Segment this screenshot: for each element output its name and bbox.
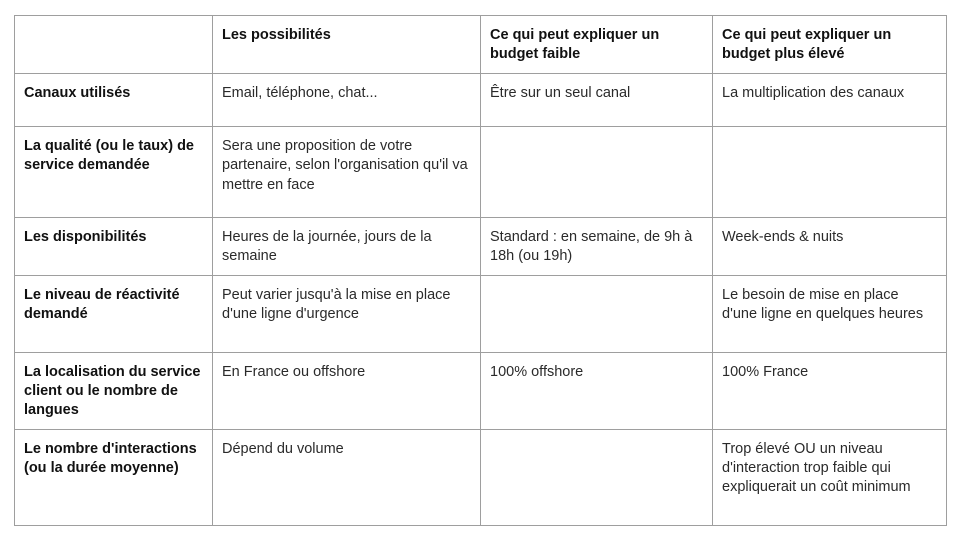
header-row <box>15 16 947 74</box>
header-cell-low-budget: Ce qui peut expliquer un budget faible <box>481 16 713 74</box>
cell-high-budget: Trop élevé OU un niveau d'interaction trop faible qui expliquerait un coût minimum <box>713 429 947 525</box>
cell-low-budget <box>481 127 713 218</box>
cell-low-budget <box>481 275 713 352</box>
table-row <box>15 352 947 429</box>
cell-high-budget: Le besoin de mise en place d'une ligne en quelques heures <box>713 275 947 352</box>
row-label: Canaux utilisés <box>15 74 213 127</box>
cell-low-budget: Être sur un seul canal <box>481 74 713 127</box>
cell-low-budget: 100% offshore <box>481 352 713 429</box>
row-label: La qualité (ou le taux) de service demandée <box>15 127 213 218</box>
cell-high-budget: La multiplication des canaux <box>713 74 947 127</box>
row-label: Les disponibilités <box>15 218 213 276</box>
cell-high-budget: Week-ends & nuits <box>713 218 947 276</box>
table-row <box>15 127 947 218</box>
table-row <box>15 429 947 525</box>
header-cell-high-budget: Ce qui peut expliquer un budget plus élevé <box>713 16 947 74</box>
table-row <box>15 218 947 276</box>
row-label: Le nombre d'interactions (ou la durée moyenne) <box>15 429 213 525</box>
cell-high-budget: 100% France <box>713 352 947 429</box>
table-row <box>15 74 947 127</box>
cell-possibilities: En France ou offshore <box>213 352 481 429</box>
cell-possibilities: Peut varier jusqu'à la mise en place d'une ligne d'urgence <box>213 275 481 352</box>
budget-factors-table <box>14 15 947 526</box>
cell-possibilities: Email, téléphone, chat... <box>213 74 481 127</box>
cell-low-budget: Standard : en semaine, de 9h à 18h (ou 19h) <box>481 218 713 276</box>
row-label: Le niveau de réactivité demandé <box>15 275 213 352</box>
cell-possibilities: Sera une proposition de votre partenaire, selon l'organisation qu'il va mettre en face <box>213 127 481 218</box>
cell-possibilities: Heures de la journée, jours de la semaine <box>213 218 481 276</box>
cell-possibilities: Dépend du volume <box>213 429 481 525</box>
header-cell-empty <box>15 16 213 74</box>
cell-low-budget <box>481 429 713 525</box>
table-row <box>15 275 947 352</box>
row-label: La localisation du service client ou le nombre de langues <box>15 352 213 429</box>
header-cell-possibilities: Les possibilités <box>213 16 481 74</box>
cell-high-budget <box>713 127 947 218</box>
